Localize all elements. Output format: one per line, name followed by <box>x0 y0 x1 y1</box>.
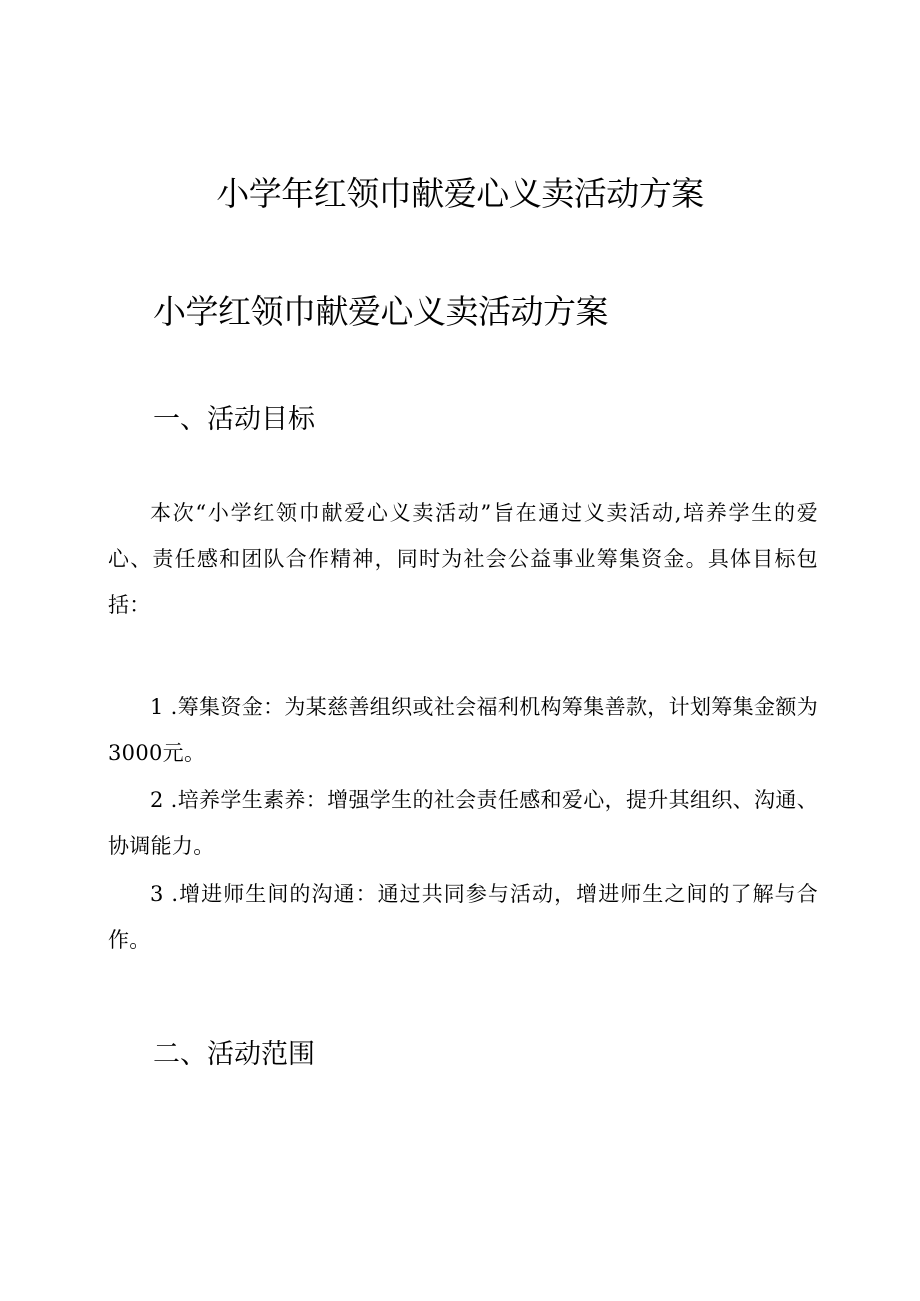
list-item: 3 .增进师生间的沟通：通过共同参与活动，增进师生之间的了解与合作。 <box>108 882 818 952</box>
paragraph-intro: 本次“小学红领巾献爱心义卖活动”旨在通过义卖活动,培养学生的爱心、责任感和团队合作精神，同时为社会公益事业筹集资金。具体目标包括： <box>108 501 818 617</box>
list-item: 2 .培养学生素养：增强学生的社会责任感和爱心，提升其组织、沟通、协调能力。 <box>108 788 818 858</box>
section-heading-goals: 一、活动目标 <box>153 404 315 435</box>
document-subtitle: 小学红领巾献爱心义卖活动方案 <box>153 292 608 331</box>
list-item: 1 .筹集资金：为某慈善组织或社会福利机构筹集善款，计划筹集金额为3000元。 <box>108 695 818 765</box>
document-title: 小学年红领巾献爱心义卖活动方案 <box>216 174 704 213</box>
section-heading-scope: 二、活动范围 <box>153 1039 315 1070</box>
